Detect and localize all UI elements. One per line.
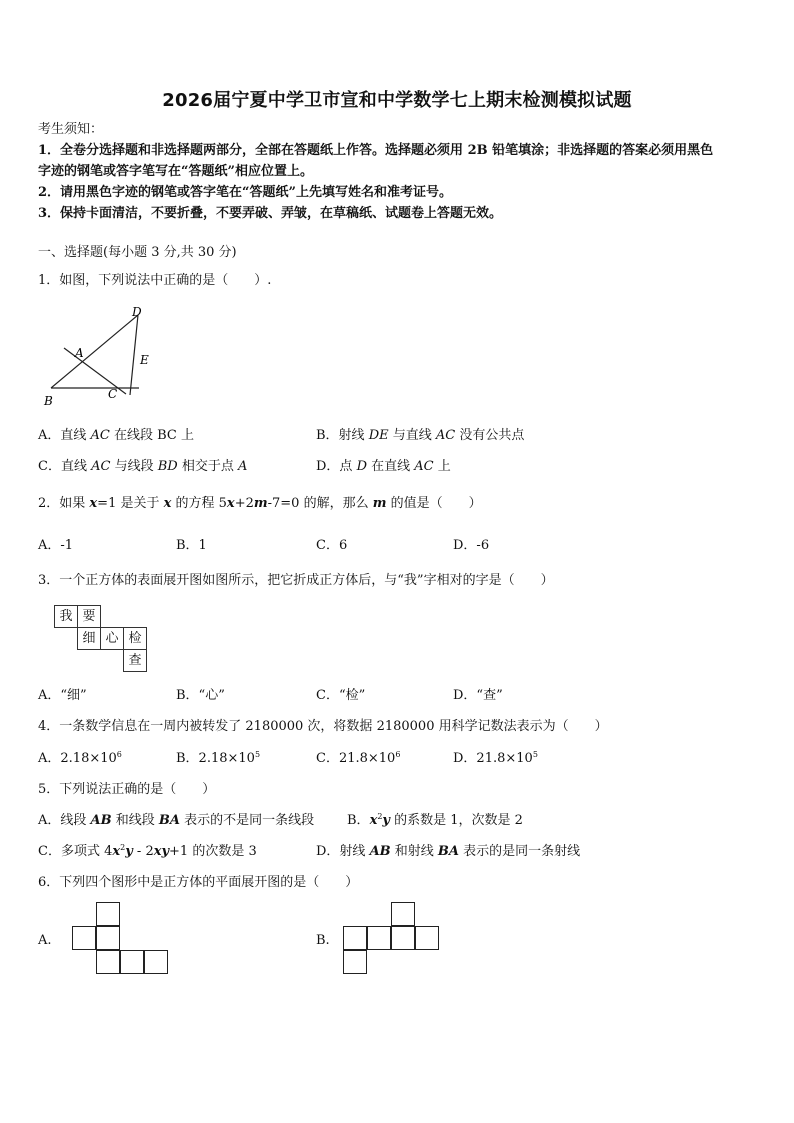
q1-option-c: C．直线 AC 与线段 BD 相交于点 A bbox=[38, 459, 248, 474]
notice-item-2: 2．请用黑色字迹的钢笔或答字笔在“答题纸”上先填写姓名和准考证号。 bbox=[38, 185, 453, 200]
label-a: A bbox=[75, 346, 84, 360]
exam-title: 2026届宁夏中学卫市宣和中学数学七上期末检测模拟试题 bbox=[162, 90, 632, 111]
q6-option-b-label: B. bbox=[316, 933, 330, 948]
net-cell-jian: 检 bbox=[124, 628, 147, 650]
q3-cube-net bbox=[54, 605, 147, 672]
net-cell-cha: 查 bbox=[124, 650, 147, 672]
q4-option-a: A．$2.18\times 10^6$ bbox=[38, 750, 122, 766]
q5-stem: 5．下列说法正确的是（ ） bbox=[38, 782, 216, 797]
q6-stem: 6．下列四个图形中是正方体的平面展开图的是（ ） bbox=[38, 875, 359, 890]
ray-de bbox=[130, 315, 138, 395]
label-d: D bbox=[132, 305, 142, 319]
section-heading: 一、选择题(每小题 3 分,共 30 分) bbox=[38, 245, 237, 260]
q5-option-a: A．线段 AB 和线段 BA 表示的不是同一条线段 bbox=[38, 813, 315, 828]
q3-option-b: B．“心” bbox=[176, 688, 225, 703]
notice-item-3: 3．保持卡面清洁，不要折叠，不要弄破、弄皱，在草稿纸、试题卷上答题无效。 bbox=[38, 206, 503, 221]
q1-option-a: A．直线 AC 在线段 BC 上 bbox=[38, 428, 195, 443]
q4-option-d: D．$21.8\times 10^5$ bbox=[453, 750, 538, 766]
q5-option-d: D．射线 AB 和射线 BA 表示的是同一条射线 bbox=[316, 844, 581, 859]
line-bd bbox=[51, 315, 138, 388]
q2-option-b: B．1 bbox=[176, 538, 207, 553]
q2-option-a: A．-1 bbox=[38, 538, 74, 553]
net-b-square bbox=[391, 902, 415, 926]
net-a-square bbox=[144, 950, 168, 974]
label-c: C bbox=[108, 387, 118, 401]
q1-figure bbox=[36, 300, 166, 410]
q3-option-c: C．“检” bbox=[316, 688, 366, 703]
q1-option-b: B．射线 DE 与直线 AC 没有公共点 bbox=[316, 428, 525, 443]
label-e: E bbox=[140, 353, 149, 367]
q4-option-b: B．$2.18\times 10^5$ bbox=[176, 750, 261, 766]
net-b-square bbox=[343, 926, 367, 950]
net-a-square bbox=[96, 926, 120, 950]
net-a-square bbox=[120, 950, 144, 974]
net-cell-xin: 心 bbox=[101, 628, 124, 650]
q2-option-d: D．-6 bbox=[453, 538, 490, 553]
net-a-square bbox=[96, 902, 120, 926]
net-b-square bbox=[415, 926, 439, 950]
q1-option-d: D．点 D 在直线 AC 上 bbox=[316, 459, 451, 474]
q5-option-c: C．多项式 $4x^2y - 2xy+1$ 的次数是 3 bbox=[38, 843, 257, 859]
q2-option-c: C．6 bbox=[316, 538, 348, 553]
label-b: B bbox=[44, 394, 53, 408]
net-cell-xi: 细 bbox=[78, 628, 101, 650]
q2-stem: 2．如果 x=1 是关于 x 的方程 5x+2m-7=0 的解，那么 m 的值是（ ） bbox=[38, 496, 482, 511]
q3-stem: 3．一个正方体的表面展开图如图所示，把它折成正方体后，与“我”字相对的字是（ ） bbox=[38, 573, 554, 588]
notice-item-1a: 1．全卷分选择题和非选择题两部分，全部在答题纸上作答。选择题必须用 2B 铅笔填涂；非选择题的答案必须用黑色 bbox=[38, 143, 714, 158]
net-a-square bbox=[96, 950, 120, 974]
q6-net-a bbox=[72, 902, 172, 976]
net-b-square bbox=[367, 926, 391, 950]
net-b-square bbox=[343, 950, 367, 974]
net-b-square bbox=[391, 926, 415, 950]
q4-option-c: C．$21.8\times 10^6$ bbox=[316, 750, 401, 766]
notice-item-1b: 字迹的钢笔或答字笔写在“答题纸”相应位置上。 bbox=[38, 164, 313, 179]
net-cell-yao: 要 bbox=[78, 606, 101, 628]
q5-option-b: B．$x^2y$ 的系数是 1，次数是 2 bbox=[347, 812, 523, 828]
q6-option-a-label: A. bbox=[38, 933, 52, 948]
q6-net-b bbox=[343, 902, 443, 976]
net-a-square bbox=[72, 926, 96, 950]
q4-stem: 4．一条数学信息在一周内被转发了 2180000 次，将数据 2180000 用科学记数法表示为（ ） bbox=[38, 719, 608, 734]
q3-option-d: D．“查” bbox=[453, 688, 503, 703]
q3-option-a: A．“细” bbox=[38, 688, 87, 703]
notice-heading: 考生须知： bbox=[38, 122, 104, 137]
net-cell-wo: 我 bbox=[55, 606, 78, 628]
q1-stem: 1．如图，下列说法中正确的是（ ）. bbox=[38, 273, 272, 288]
